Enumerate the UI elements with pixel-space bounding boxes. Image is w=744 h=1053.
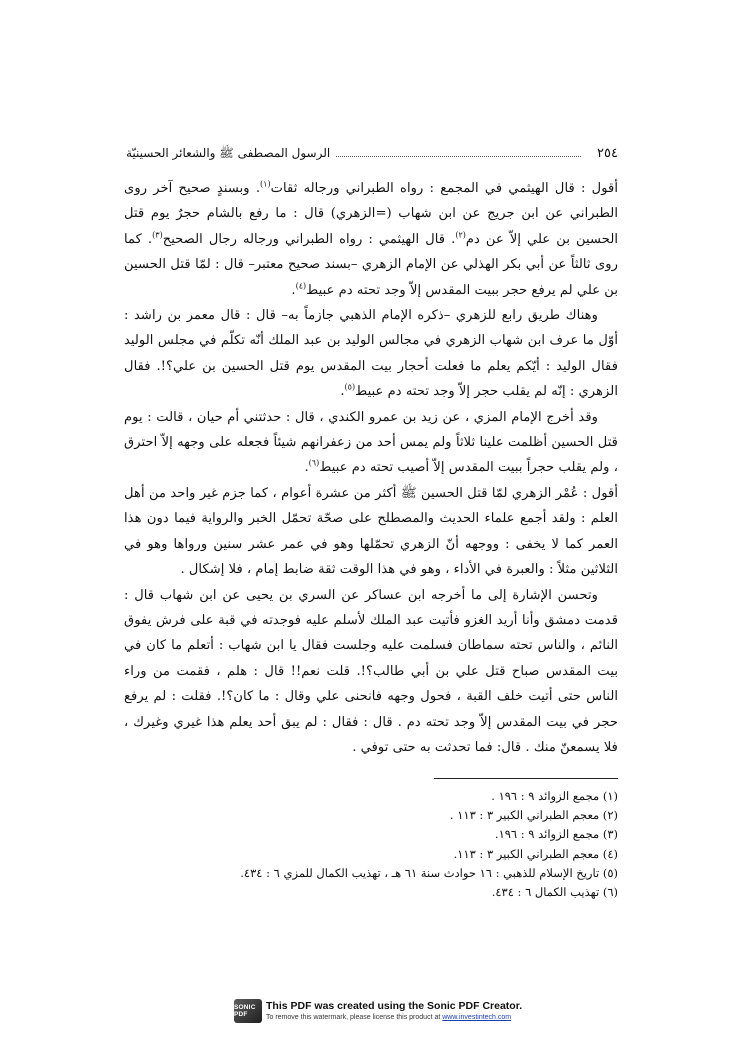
header-dot-leader [336,146,581,157]
paragraph-text: أقول : عُمْر الزهري لمّا قتل الحسين ﷺ أكثر من عشرة أعوام ، كما جزم غير واحد من أهل العلم : ولقد أجمع علماء الحديث والمصطلح على صحّة تحمّل الخبر والرواية فيما دون هذا العمر كما لا يخفى : ووجهه أنّ الزهري تحمّلها وهو في عمر عشر سنين ورواها وهو في الثلاثين مثلاً : والعبرة في الأداء ، وهو في هذا الوقت ثقة ضابط إمام ، فلا إشكال . [124,485,618,578]
paragraph [124,176,618,303]
paragraph [124,583,618,761]
footnote-item: (٣) مجمع الزوائد ٩ : ١٩٦. [494,827,618,842]
body-text [124,176,618,760]
footnote-item: (٢) معجم الطبراني الكبير ٣ : ١١٣ . [449,808,618,823]
footnotes-list [124,787,618,902]
watermark-text [266,1000,522,1022]
page-number: ٢٥٤ [597,146,618,161]
paragraph-text: أقول : قال الهيثمي في المجمع : رواه الطبراني ورجاله ثقات [270,181,618,196]
footnote-ref: (٢) [455,230,466,240]
footnote-separator [434,778,618,779]
paragraph [124,405,618,481]
paragraph [124,303,618,405]
watermark-line2-prefix: To remove this watermark, please license this product at [266,1014,443,1021]
sonic-pdf-logo-icon: SONIC PDF [234,999,262,1023]
running-title: الرسول المصطفى ﷺ والشعائر الحسينيّة [126,146,331,160]
paragraph-text: . وبسندٍ صحيح آخر روى الطبراني عن ابن جريج عن ابن شهاب (=الزهري) قال : ما رفع بالشام حجرٌ يوم قتل الحسين بن علي إلاّ عن دم [124,181,618,247]
footnote-item: (٦) تهذيب الكمال ٦ : ٤٣٤. [491,885,618,900]
footnote-ref: (٦) [308,459,320,469]
footnote-ref: (٥) [344,382,356,392]
footnote-ref: (٣) [152,230,163,240]
paragraph-text: وهناك طريق رابع للزهري –ذكره الإمام الذهبي جازماً به– قال : قال معمر بن راشد : أوّل ما عرف ابن شهاب الزهري في مجالس الوليد بن عبد الملك أنّه تكلّم في مجلس الوليد فقال الوليد : أيّكم يعلم ما فعلت أحجار بيت المقدس يوم قتل الحسين بن علي؟!. فقال الزهري : إنّه لم يقلب حجر إلاّ وجد تحته دم عبيط [124,308,618,400]
paragraph [124,481,618,583]
paragraph-text: . كما روى ثالثاً عن أبي بكر الهذلي عن الإمام الزهري –بسند صحيح معتبر– قال : لمّا قتل الحسين بن علي لم يرفع حجر ببيت المقدس إلاّ وجد تحته دم عبيط [124,231,618,298]
footnote-item: (٥) تاريخ الإسلام للذهبي : ١٦ حوادث سنة ٦١ هـ ، تهذيب الكمال للمزي ٦ : ٤٣٤. [240,865,618,880]
paragraph-text: وتحسن الإشارة إلى ما أخرجه ابن عساكر عن السري بن يحيى عن ابن شهاب قال : قدمت دمشق وأنا أريد الغزو فأتيت عبد الملك لأسلم عليه فوجدته في قبة على فرش يفوق النائم ، والناس تحته سماطان فسلمت عليه وجلست فقال يا ابن شهاب : أتعلم ما كان في بيت المقدس صباح قتل علي بن أبي طالب؟!. قلت نعم!! قال : هلم ، فقمت من وراء الناس حتى أتيت خلف القبة ، فحول وجهه فانحنى علي وقال : ما كان؟!. فقلت : لم يرفع حجر في بيت المقدس إلاّ وجد تحته دم . قال : فقال : لم يبق أحد يعلم هذا غيري وغيرك ، فلا يسمعنّ منك . قال: فما تحدثت به حتى توفي . [124,587,618,755]
paragraph-text: . [304,460,309,476]
paragraph-text: . [291,282,296,298]
footnote-item: (٤) معجم الطبراني الكبير ٣ : ١١٣. [453,846,618,861]
footnote-ref: (١) [260,179,271,189]
footnote-item: (١) مجمع الزوائد ٩ : ١٩٦ . [491,789,618,803]
watermark [234,996,522,1026]
paragraph-text: . قال الهيثمي : رواه الطبراني ورجاله رجال الصحيح [162,231,456,247]
paragraph-text: . [340,384,345,400]
watermark-link[interactable]: www.investintech.com [442,1014,512,1021]
footnote-ref: (٤) [295,281,307,291]
paragraph-text: وقد أخرج الإمام المزي ، عن زيد بن عمرو الكندي ، قال : حدثتني أم حيان ، قالت : يوم قتل الحسين أظلمت علينا ثلاثاً ولم يمس أحد من زعفرانهم شيئاً فجعله على وجهه إلاّ احترق ، ولم يقلب حجراً ببيت المقدس إلاّ أصيب تحته دم عبيط [124,409,618,476]
running-header [126,146,618,168]
watermark-line1: This PDF was created using the Sonic PDF Creator. [266,1000,523,1012]
watermark-line2 [266,1013,522,1022]
